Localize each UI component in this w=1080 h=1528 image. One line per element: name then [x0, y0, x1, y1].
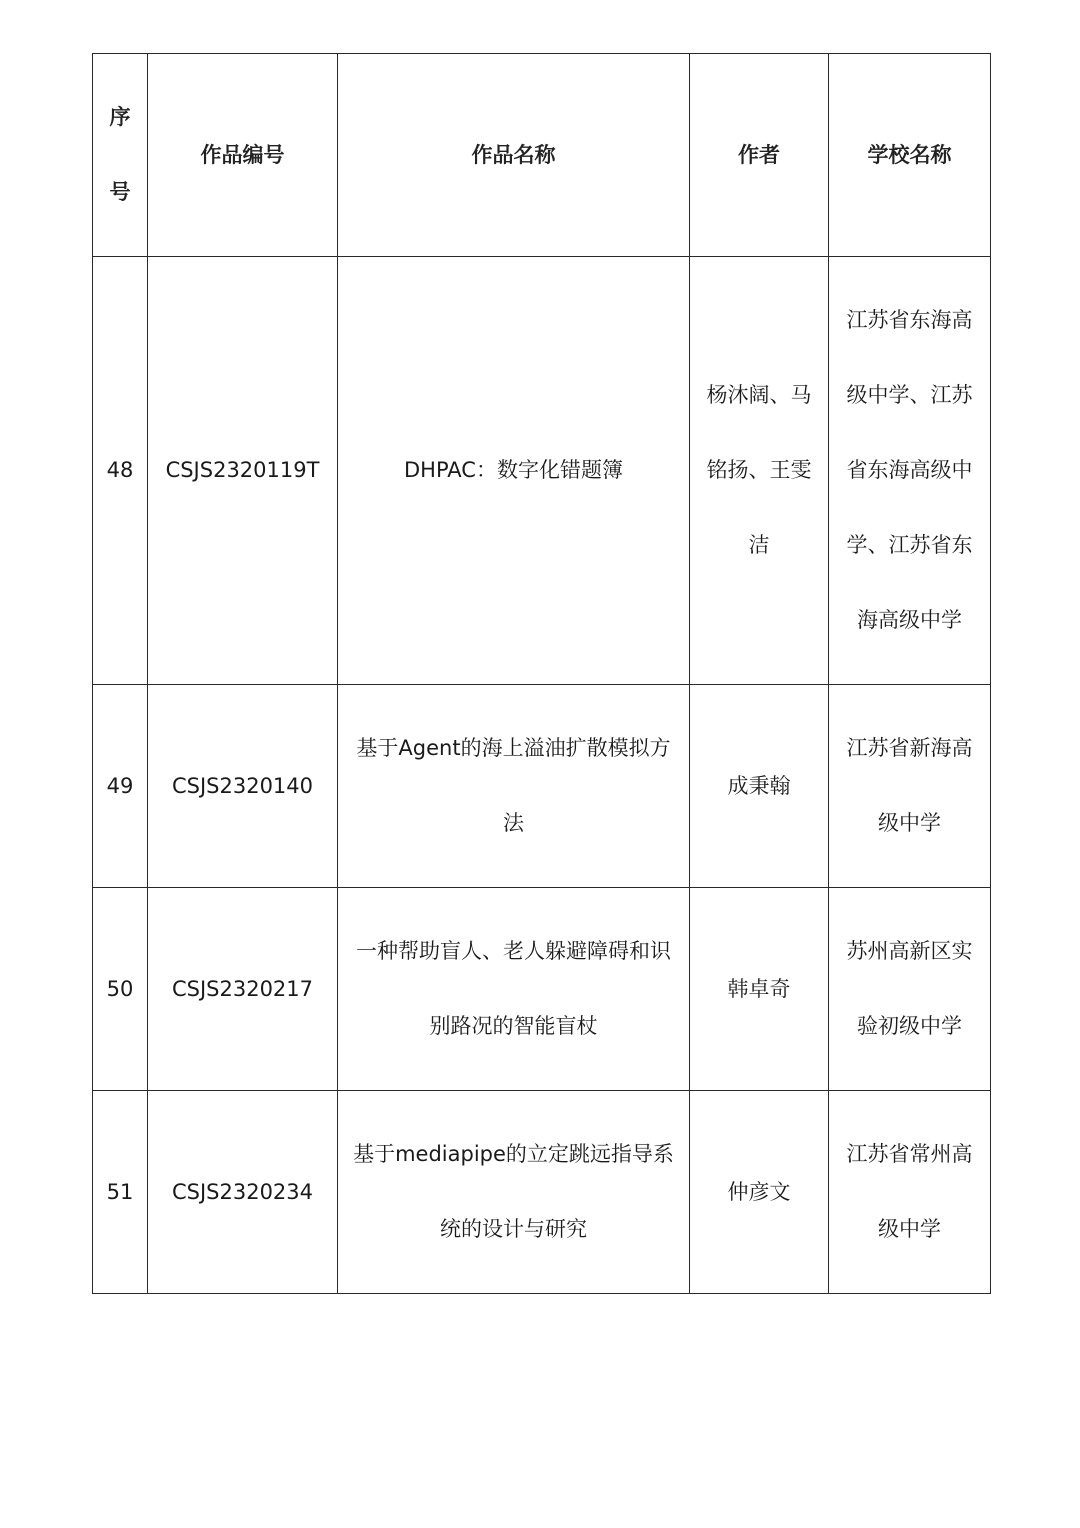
header-seq-line2: 号	[109, 180, 131, 204]
header-title: 作品名称	[338, 54, 690, 257]
cell-seq: 49	[93, 685, 148, 888]
table-row	[93, 888, 991, 1091]
cell-seq: 51	[93, 1091, 148, 1294]
table-row	[93, 685, 991, 888]
header-school: 学校名称	[829, 54, 991, 257]
cell-seq: 48	[93, 257, 148, 685]
table-header-row	[93, 54, 991, 257]
cell-title: DHPAC：数字化错题簿	[338, 257, 690, 685]
cell-author: 仲彦文	[690, 1091, 829, 1294]
header-seq-line1: 序	[109, 105, 131, 129]
cell-school: 苏州高新区实验初级中学	[829, 888, 991, 1091]
cell-school: 江苏省常州高级中学	[829, 1091, 991, 1294]
header-code: 作品编号	[148, 54, 338, 257]
cell-code: CSJS2320140	[148, 685, 338, 888]
cell-school: 江苏省新海高级中学	[829, 685, 991, 888]
table-row	[93, 1091, 991, 1294]
cell-title: 一种帮助盲人、老人躲避障碍和识别路况的智能盲杖	[338, 888, 690, 1091]
table-row	[93, 257, 991, 685]
cell-title: 基于mediapipe的立定跳远指导系统的设计与研究	[338, 1091, 690, 1294]
cell-seq: 50	[93, 888, 148, 1091]
cell-author: 韩卓奇	[690, 888, 829, 1091]
header-author: 作者	[690, 54, 829, 257]
cell-author: 杨沐阔、马铭扬、王雯洁	[690, 257, 829, 685]
cell-author: 成秉翰	[690, 685, 829, 888]
cell-school: 江苏省东海高级中学、江苏省东海高级中学、江苏省东海高级中学	[829, 257, 991, 685]
cell-code: CSJS2320234	[148, 1091, 338, 1294]
cell-code: CSJS2320119T	[148, 257, 338, 685]
header-seq	[93, 54, 148, 257]
cell-title: 基于Agent的海上溢油扩散模拟方法	[338, 685, 690, 888]
awards-table	[92, 53, 991, 1294]
cell-code: CSJS2320217	[148, 888, 338, 1091]
